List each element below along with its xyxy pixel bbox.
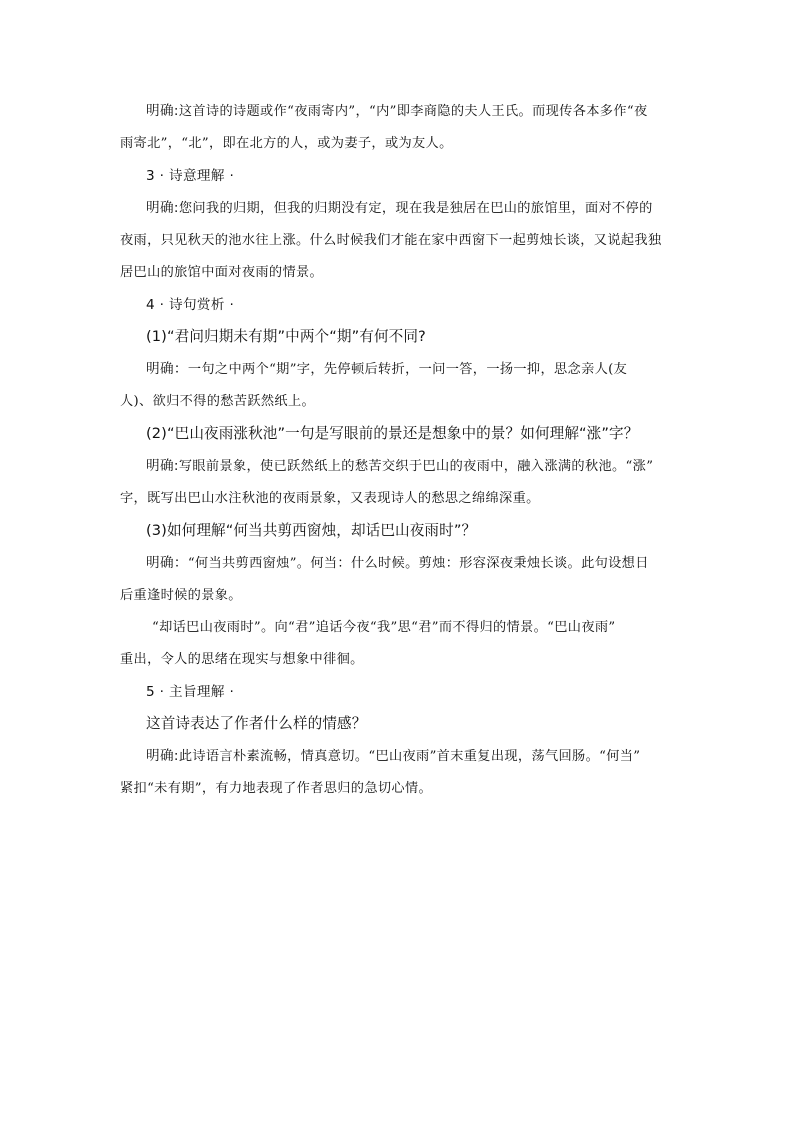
answer-text: “何当共剪西窗烛”。何当：什么时候。剪烛：形容深夜秉烛长谈。此句设想日 (187, 556, 649, 571)
answer-3-line-1 (120, 547, 680, 580)
answer-3-line-4: 重出，令人的思绪在现实与想象中徘徊。 (120, 652, 364, 667)
answer-2-line-2: 字，既写出巴山水注秋池的夜雨景象，又表现诗人的愁思之绵绵深重。 (120, 491, 540, 506)
answer-paragraph-meaning-line-1 (120, 192, 680, 225)
section-heading-5: 5 · 主旨理解 · (146, 684, 235, 700)
answer-paragraph-title-line-2: 雨寄北”，“北”，即在北方的人，或为妻子，或为友人。 (120, 136, 453, 151)
answer-paragraph-meaning-line-2: 夜雨，只见秋天的池水往上涨。什么时候我们才能在家中西窗下一起剪烛长谈，又说起我独 (120, 233, 662, 248)
section-heading-3: 3 · 诗意理解 · (146, 168, 235, 184)
answer-label: 明确: (146, 200, 179, 216)
answer-3-line-3: “却话巴山夜雨时”。向“君”追话今夜“我”思“君”而不得归的情景。“巴山夜雨” (152, 620, 616, 635)
question-2: (2)“巴山夜雨涨秋池”一句是写眼前的景还是想象中的景？如何理解“涨”字？ (146, 425, 639, 442)
answer-3-line-2: 后重逢时候的景象。 (120, 588, 242, 603)
question-theme: 这首诗表达了作者什么样的情感？ (146, 715, 367, 732)
section-heading-4: 4 · 诗句赏析 · (146, 297, 235, 313)
question-3: (3)如何理解“何当共剪西窗烛，却话巴山夜雨时”？ (146, 522, 477, 539)
question-1: (1)“君问归期未有期”中两个“期”有何不同? (146, 328, 426, 345)
answer-text: 这首诗的诗题或作“夜雨寄内”，“内”即李商隐的夫人王氏。而现传各本多作“夜 (178, 104, 648, 119)
answer-label: 明确： (146, 361, 188, 377)
answer-theme-line-2: 紧扣“未有期”，有力地表现了作者思归的急切心情。 (120, 781, 433, 796)
answer-label: 明确: (146, 103, 179, 119)
answer-1-line-2: 人)、欲归不得的愁苦跃然纸上。 (120, 394, 316, 409)
answer-text: 您问我的归期，但我的归期没有定，现在我是独居在巴山的旅馆里，面对不停的 (178, 201, 653, 216)
answer-label: 明确: (146, 748, 179, 764)
answer-paragraph-meaning-line-3: 居巴山的旅馆中面对夜雨的情景。 (120, 265, 324, 280)
answer-label: 明确： (146, 555, 188, 571)
answer-paragraph-title-line-1 (120, 95, 680, 128)
answer-2-line-1 (120, 450, 680, 483)
answer-text: 此诗语言朴素流畅，情真意切。“巴山夜雨”首末重复出现，荡气回肠。“何当” (178, 749, 641, 764)
answer-text: 一句之中两个“期”字，先停顿后转折，一问一答，一扬一抑，思念亲人(友 (187, 362, 628, 377)
answer-1-line-1 (120, 353, 680, 386)
answer-label: 明确: (146, 458, 179, 474)
answer-theme-line-1 (120, 740, 680, 773)
document-body (120, 95, 680, 805)
answer-text: 写眼前景象，使已跃然纸上的愁苦交织于巴山的夜雨中，融入涨满的秋池。“涨” (178, 459, 654, 474)
